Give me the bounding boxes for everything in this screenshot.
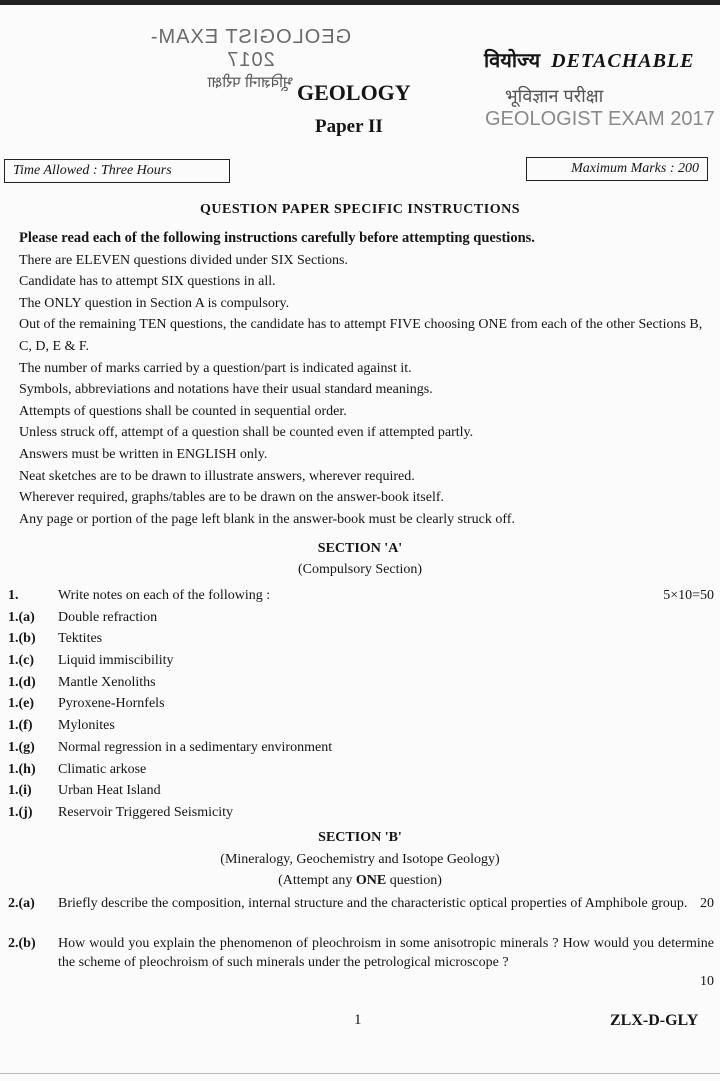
instruction-item: The number of marks carried by a question/part is indicated against it. — [19, 360, 412, 376]
instruction-item: Attempts of questions shall be counted in sequential order. — [19, 403, 347, 419]
instruction-item: Out of the remaining TEN questions, the candidate has to attempt FIVE choosing ONE from each of the other Sections B, C, D, E & F. — [19, 317, 703, 354]
question-text: Urban Heat Island — [58, 783, 161, 799]
question-number: 1.(d) — [8, 674, 36, 690]
question-number: 1. — [8, 588, 19, 603]
question-row — [8, 759, 714, 781]
instruction-item: There are ELEVEN questions divided under SIX Sections. — [19, 252, 348, 268]
question-body — [58, 934, 714, 991]
instruction-item: Any page or portion of the page left blank in the answer-book must be clearly struck off. — [19, 511, 515, 527]
bottom-border — [0, 1073, 720, 1074]
question-number: 1.(h) — [8, 761, 36, 777]
question-marks-wrap — [58, 972, 714, 991]
question-2a — [8, 894, 714, 913]
stamp-left-line2: भूविज्ञानी परीक्षा — [207, 74, 294, 91]
paper-code: ZLX-D-GLY — [610, 1012, 699, 1029]
question-number: 1.(e) — [8, 696, 35, 712]
section-a-questions — [8, 585, 714, 824]
question-text: Mylonites — [58, 718, 115, 734]
question-marks: 5×10=50 — [663, 588, 714, 603]
question-row — [8, 585, 714, 607]
instruction-item: Answers must be written in ENGLISH only. — [19, 446, 268, 462]
question-text: Climatic arkose — [58, 761, 147, 777]
detachable-english: DETACHABLE — [551, 50, 695, 72]
section-a-subheading: (Compulsory Section) — [297, 562, 423, 577]
stamp-right-hindi: भूविज्ञान परीक्षा — [505, 86, 604, 106]
instructions-heading: QUESTION PAPER SPECIFIC INSTRUCTIONS — [200, 202, 520, 217]
instruction-item: Wherever required, graphs/tables are to be drawn on the answer-book itself. — [19, 490, 444, 506]
question-number: 1.(f) — [8, 718, 33, 734]
question-text: How would you explain the phenomenon of pleochroism in some anisotropic minerals ? How would you determine the scheme of pleochroism of such minerals under the petrological microscope ? — [58, 936, 714, 970]
question-row — [8, 802, 714, 824]
question-row — [8, 737, 714, 759]
section-b-note-prefix: (Attempt any — [278, 873, 356, 888]
section-b-heading: SECTION 'B' — [318, 830, 402, 845]
page-subtitle: Paper II — [315, 116, 383, 137]
question-body — [58, 894, 714, 913]
question-number: 1.(b) — [8, 631, 36, 647]
instruction-item: Symbols, abbreviations and notations have their usual standard meanings. — [19, 382, 433, 398]
question-text: Mantle Xenoliths — [58, 674, 156, 690]
question-number: 2.(a) — [8, 896, 35, 911]
instruction-item: Neat sketches are to be drawn to illustrate answers, wherever required. — [19, 468, 415, 484]
question-row — [8, 672, 714, 694]
detachable-hindi: वियोज्य — [484, 48, 541, 72]
stamp-right-english: GEOLOGIST EXAM 2017 — [485, 108, 715, 130]
question-row — [8, 780, 714, 802]
question-text: Tektites — [58, 631, 103, 647]
top-border — [0, 0, 720, 5]
question-marks: 10 — [700, 974, 714, 989]
question-text: Normal regression in a sedimentary environment — [58, 739, 333, 755]
question-row — [8, 650, 714, 672]
question-row — [8, 693, 714, 715]
question-text: Liquid immiscibility — [58, 653, 174, 669]
question-row — [8, 607, 714, 629]
question-2b — [8, 934, 714, 991]
instructions-list — [19, 228, 709, 530]
question-row — [8, 715, 714, 737]
page-title: GEOLOGY — [297, 80, 411, 105]
time-allowed-box: Time Allowed : Three Hours — [4, 159, 230, 183]
question-number: 2.(b) — [8, 936, 36, 951]
section-b-note-suffix: question) — [386, 873, 442, 888]
question-number: 1.(g) — [8, 739, 35, 755]
instruction-item: Candidate has to attempt SIX questions in all. — [19, 274, 276, 290]
instruction-item: The ONLY question in Section A is compulsory. — [19, 295, 290, 311]
section-b-note — [0, 873, 720, 889]
page-number: 1 — [354, 1012, 362, 1028]
detachable-label — [484, 46, 695, 73]
question-number: 1.(i) — [8, 783, 32, 799]
question-marks: 20 — [700, 896, 714, 911]
question-text: Double refraction — [58, 609, 158, 625]
max-marks-box: Maximum Marks : 200 — [526, 157, 708, 181]
question-row — [8, 628, 714, 650]
stamp-right — [485, 84, 720, 131]
section-b-subheading: (Mineralogy, Geochemistry and Isotope Geology) — [220, 852, 500, 867]
stamp-left-line1: GEOLOGIST EXAM-2017 — [149, 26, 352, 71]
question-text: Pyroxene-Hornfels — [58, 696, 165, 712]
question-number: 1.(j) — [8, 804, 33, 820]
question-number: 1.(a) — [8, 609, 35, 625]
question-number: 1.(c) — [8, 653, 35, 669]
instructions-lead: Please read each of the following instructions carefully before attempting questions. — [19, 230, 535, 246]
instruction-item: Unless struck off, attempt of a question shall be counted even if attempted partly. — [19, 425, 474, 441]
section-b-note-bold: ONE — [355, 873, 387, 888]
question-text: Reservoir Triggered Seismicity — [58, 804, 233, 820]
section-a-heading: SECTION 'A' — [317, 541, 403, 556]
question-text: Write notes on each of the following : — [58, 588, 271, 603]
question-text: Briefly describe the composition, internal structure and the characteristic optical properties of Amphibole group. — [58, 896, 688, 911]
